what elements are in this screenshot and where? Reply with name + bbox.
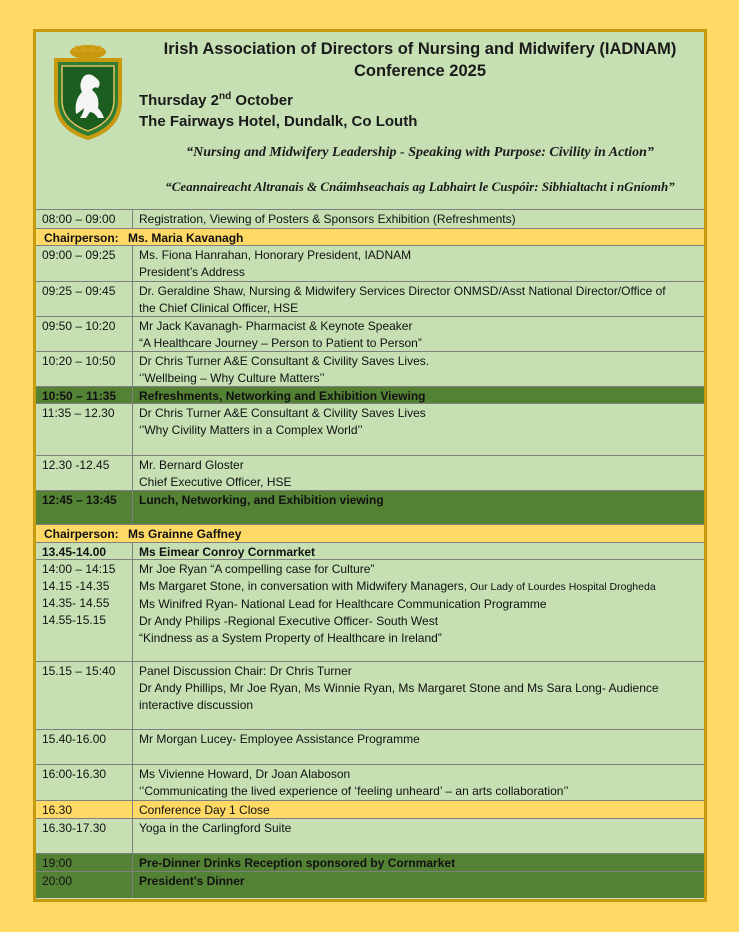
- header: [36, 32, 704, 212]
- schedule-row: 15.15 – 15:40 Panel Discussion Chair: Dr Chris Turner Dr Andy Phillips, Mr Joe Ryan, Ms Winnie Ryan, Ms Margaret Stone and Ms Sara Long- Audience interactive discussion: [36, 661, 704, 729]
- schedule-row: 16:00-16.30 Ms Vivienne Howard, Dr Joan Alaboson ‘’Communicating the lived experience of ‘feeling unheard’ – an arts collaboration’’: [36, 764, 704, 800]
- schedule-row: 16.30-17.30 Yoga in the Carlingford Suite: [36, 818, 704, 853]
- conference-venue: The Fairways Hotel, Dundalk, Co Louth: [139, 113, 418, 130]
- break-row: 10:50 – 11:35 Refreshments, Networking and Exhibition Viewing: [36, 386, 704, 403]
- chairperson-row: Chairperson: Ms Grainne Gaffney: [36, 524, 704, 542]
- chairperson-row: Chairperson: Ms. Maria Kavanagh: [36, 228, 704, 245]
- schedule-row: 09:00 – 09:25 Ms. Fiona Hanrahan, Honorary President, IADNAM President’s Address: [36, 245, 704, 281]
- dinner-row: 20:00 President’s Dinner: [36, 871, 704, 898]
- crest-logo: [46, 42, 130, 140]
- theme-english: “Nursing and Midwifery Leadership - Speaking with Purpose: Civility in Action”: [186, 145, 654, 160]
- programme-panel: [33, 29, 707, 902]
- schedule-row: 12.30 -12.45 Mr. Bernard Gloster Chief Executive Officer, HSE: [36, 455, 704, 490]
- schedule-row: 15.40-16.00 Mr Morgan Lucey- Employee Assistance Programme: [36, 729, 704, 764]
- schedule-row: 10:20 – 10:50 Dr Chris Turner A&E Consultant & Civility Saves Lives. ‘’Wellbeing – Why Culture Matters’’: [36, 351, 704, 386]
- conference-date: Thursday 2nd October: [139, 91, 293, 109]
- conference-title: Irish Association of Directors of Nursing and Midwifery (IADNAM) Conference 2025: [163, 40, 677, 80]
- close-row: 16.30 Conference Day 1 Close: [36, 800, 704, 818]
- lunch-row: 12:45 – 13:45 Lunch, Networking, and Exhibition viewing: [36, 490, 704, 524]
- schedule-row: 14:00 – 14:15 14.15 -14.35 14.35- 14.55 14.55-15.15 Mr Joe Ryan “A compelling case for Culture” Ms Margaret Stone, in conversation with Midwifery Managers, Our Lady of Lourdes Hospital Drogheda Ms Winifred Ryan- National Lead for Healthcare Communication Programme Dr Andy Philips -Regional Executive Officer- South West “Kindness as a System Property of Healthcare in Ireland”: [36, 559, 704, 661]
- schedule-row: 09:50 – 10:20 Mr Jack Kavanagh- Pharmacist & Keynote Speaker “A Healthcare Journey – Person to Patient to Person”: [36, 316, 704, 351]
- schedule-row: 13.45-14.00 Ms Eimear Conroy Cornmarket: [36, 542, 704, 559]
- schedule-row: 08:00 – 09:00 Registration, Viewing of Posters & Sponsors Exhibition (Refreshments): [36, 209, 704, 228]
- theme-irish: “Ceannaireacht Altranais & Cnáimhseachais ag Labhairt le Cuspóir: Sibhialtacht i nGníomh”: [165, 179, 675, 194]
- drinks-row: 19:00 Pre-Dinner Drinks Reception sponsored by Cornmarket: [36, 853, 704, 871]
- schedule-row: 09:25 – 09:45 Dr. Geraldine Shaw, Nursing & Midwifery Services Director ONMSD/Asst National Director/Office of the Chief Clinical Officer, HSE: [36, 281, 704, 316]
- schedule-row: 11:35 – 12.30 Dr Chris Turner A&E Consultant & Civility Saves Lives ‘’Why Civility Matters in a Complex World’’: [36, 403, 704, 455]
